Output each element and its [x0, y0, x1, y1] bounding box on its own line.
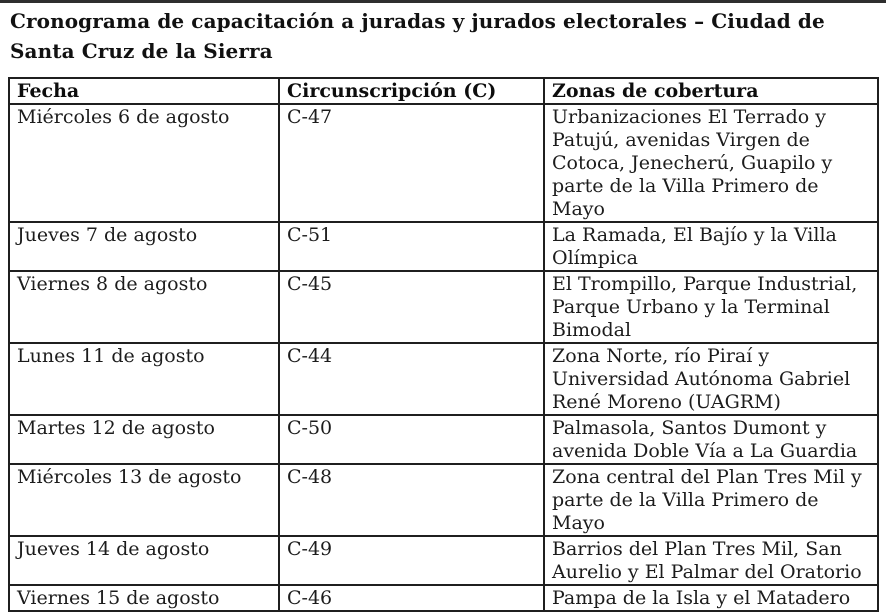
cell-zonas: El Trompillo, Parque Industrial, Parque Urbano y la Terminal Bimodal [544, 271, 878, 343]
cell-circunscripcion: C-46 [279, 585, 544, 611]
table-row [9, 222, 878, 271]
column-header-circunscripcion: Circunscripción (C) [279, 78, 544, 104]
cell-zonas: Urbanizaciones El Terrado y Patujú, avenidas Virgen de Cotoca, Jenecherú, Guapilo y parte de la Villa Primero de Mayo [544, 104, 878, 222]
cell-fecha: Jueves 7 de agosto [9, 222, 279, 271]
top-edge-bar [0, 0, 886, 3]
cell-fecha: Lunes 11 de agosto [9, 343, 279, 415]
table-row [9, 271, 878, 343]
schedule-table [8, 77, 879, 612]
cell-zonas: La Ramada, El Bajío y la Villa Olímpica [544, 222, 878, 271]
cell-fecha: Miércoles 6 de agosto [9, 104, 279, 222]
cell-fecha: Miércoles 13 de agosto [9, 464, 279, 536]
cell-zonas: Barrios del Plan Tres Mil, San Aurelio y El Palmar del Oratorio [544, 536, 878, 585]
cell-zonas: Palmasola, Santos Dumont y avenida Doble Vía a La Guardia [544, 415, 878, 464]
cell-circunscripcion: C-44 [279, 343, 544, 415]
table-row [9, 104, 878, 222]
cell-zonas: Pampa de la Isla y el Matadero [544, 585, 878, 611]
cell-fecha: Martes 12 de agosto [9, 415, 279, 464]
column-header-fecha: Fecha [9, 78, 279, 104]
cell-circunscripcion: C-45 [279, 271, 544, 343]
cell-zonas: Zona central del Plan Tres Mil y parte de la Villa Primero de Mayo [544, 464, 878, 536]
table-row [9, 343, 878, 415]
table-row [9, 585, 878, 611]
header-row [9, 78, 878, 104]
document-title: Cronograma de capacitación a juradas y jurados electorales – Ciudad de Santa Cruz de la Sierra [10, 9, 825, 63]
cell-zonas: Zona Norte, río Piraí y Universidad Autónoma Gabriel René Moreno (UAGRM) [544, 343, 878, 415]
column-header-zonas: Zonas de cobertura [544, 78, 878, 104]
cell-circunscripcion: C-47 [279, 104, 544, 222]
table-row [9, 415, 878, 464]
table-row [9, 536, 878, 585]
table-row [9, 464, 878, 536]
cell-fecha: Viernes 15 de agosto [9, 585, 279, 611]
cell-circunscripcion: C-48 [279, 464, 544, 536]
cell-circunscripcion: C-50 [279, 415, 544, 464]
cell-fecha: Viernes 8 de agosto [9, 271, 279, 343]
cell-circunscripcion: C-51 [279, 222, 544, 271]
cell-fecha: Jueves 14 de agosto [9, 536, 279, 585]
cell-circunscripcion: C-49 [279, 536, 544, 585]
